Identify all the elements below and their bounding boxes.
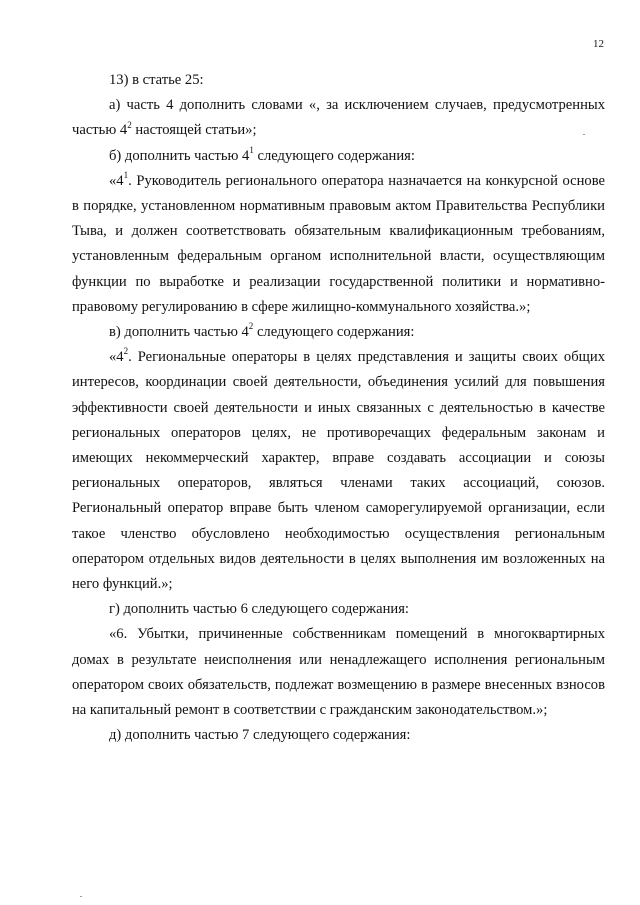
paragraph-text: 13) в статье 25: bbox=[109, 72, 204, 88]
superscript: 2 bbox=[127, 119, 132, 130]
paragraph-text: г) дополнить частью 6 следующего содержания: bbox=[109, 601, 409, 618]
page-number: 12 bbox=[593, 38, 604, 50]
paragraph-text: . Руководитель регионального оператора назначается на конкурсной основе в порядке, установленном нормативным правовым актом Правительства Республики Тыва, и должен соответствовать обязательным квалификационным требованиям, установленным федеральным органом исполнительной власти, осуществляющим функции по выработке и реализации государственной политики и нормативно-правовому регулированию в сфере жилищно-коммунального хозяйства.»; bbox=[72, 172, 605, 315]
paragraph-text: д) дополнить частью 7 следующего содержания: bbox=[109, 727, 411, 744]
paragraph-text: настоящей статьи»; bbox=[131, 122, 257, 139]
paragraph bbox=[72, 93, 605, 143]
scan-speck bbox=[583, 134, 585, 135]
paragraph-text: «6. Убытки, причиненные собственникам помещений в многоквартирных домах в результате неисполнения или ненадлежащего исполнения региональным оператором своих обязательств, подлежат возмещению в размере внесенных взносов на капитальный ремонт в соответствии с гражданским законодательством.»; bbox=[72, 626, 605, 719]
superscript: 2 bbox=[123, 346, 129, 357]
paragraph-text: следующего содержания: bbox=[253, 147, 415, 164]
paragraph bbox=[72, 723, 605, 748]
paragraph bbox=[72, 597, 605, 622]
superscript: 2 bbox=[248, 321, 254, 332]
paragraph-text: б) дополнить частью 4 bbox=[109, 147, 250, 164]
paragraph-text: в) дополнить частью 4 bbox=[109, 324, 249, 341]
paragraph-text: «4 bbox=[109, 172, 124, 189]
superscript: 1 bbox=[123, 169, 129, 180]
paragraph-text: . Региональные операторы в целях представления и защиты своих общих интересов, координации своей деятельности, объединения усилий для повышения эффективности своей деятельности и иных связанных с деятельностью в качестве региональных операторов целях, не противоречащих федеральным законам и имеющих некоммерческий характер, вправе создавать ассоциации и союзы региональных операторов, являться членами таких ассоциаций, союзов. Региональный оператор вправе быть членом саморегулируемой организации, если такое членство обусловлено необходимостью осуществления региональным оператором отдельных видов деятельности в целях выполнения им возложенных на него функций.»; bbox=[72, 349, 605, 593]
superscript: 1 bbox=[249, 144, 254, 155]
paragraph-text: «4 bbox=[109, 349, 124, 366]
paragraph bbox=[72, 68, 605, 93]
paragraph bbox=[72, 320, 605, 345]
paragraph bbox=[72, 622, 605, 723]
paragraph-text: а) часть 4 дополнить словами «, за исключением случаев, предусмотренных частью 4 bbox=[72, 97, 605, 139]
document-body bbox=[72, 68, 605, 748]
paragraph bbox=[72, 169, 605, 320]
paragraph-text: следующего содержания: bbox=[253, 324, 415, 341]
paragraph bbox=[72, 144, 605, 169]
scan-speck bbox=[80, 896, 82, 897]
paragraph bbox=[72, 345, 605, 597]
